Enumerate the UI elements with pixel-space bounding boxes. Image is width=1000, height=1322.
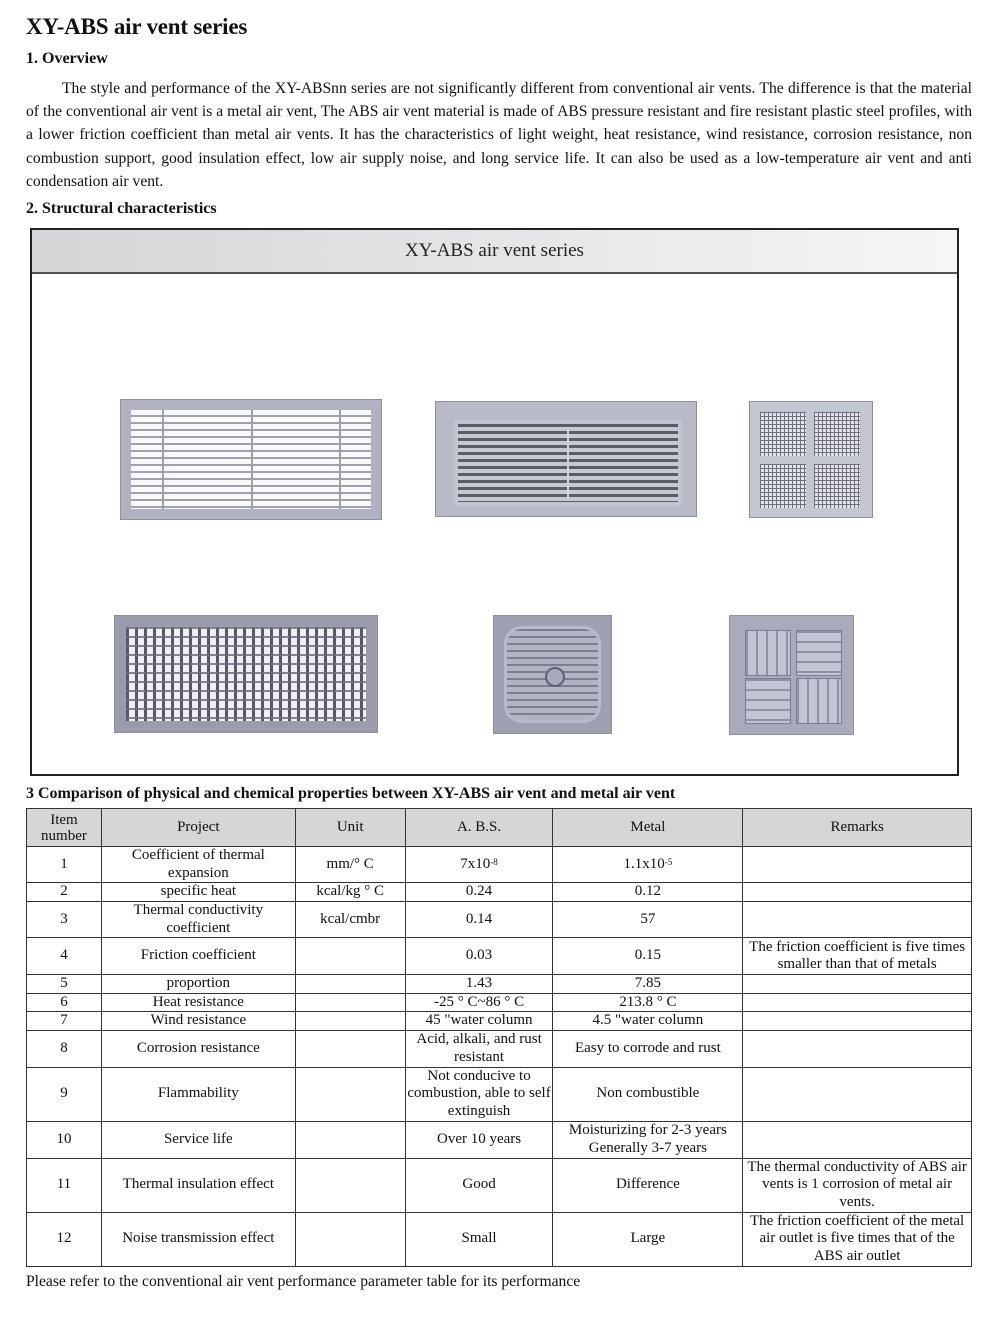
table-row (27, 1212, 972, 1266)
cell-metal: Easy to corrode and rust (553, 1030, 743, 1067)
table-row (27, 1012, 972, 1031)
table-row (27, 902, 972, 938)
cell-item: 8 (27, 1030, 102, 1067)
col-header-metal: Metal (553, 809, 743, 847)
cell-metal: Difference (553, 1158, 743, 1212)
cell-remarks: The friction coefficient is five times smaller than that of metals (743, 938, 972, 975)
cell-project: specific heat (101, 883, 295, 902)
cell-unit (295, 993, 405, 1012)
cell-remarks (743, 847, 972, 883)
hinged-return-grille-icon (435, 401, 697, 517)
cell-remarks: The friction coefficient of the metal air outlet is five times that of the ABS air outlet (743, 1212, 972, 1266)
cell-remarks (743, 902, 972, 938)
table-row (27, 975, 972, 994)
four-way-louver-diffuser-icon (729, 615, 854, 735)
table-row (27, 1158, 972, 1212)
cell-metal: 7.85 (553, 975, 743, 994)
product-image-grid (32, 274, 957, 776)
cell-metal: 4.5 "water column (553, 1012, 743, 1031)
cell-unit: kcal/cmbr (295, 902, 405, 938)
cell-item: 10 (27, 1121, 102, 1158)
cell-project: Corrosion resistance (101, 1030, 295, 1067)
cell-item: 4 (27, 938, 102, 975)
cell-unit (295, 938, 405, 975)
square-ceiling-diffuser-icon (493, 615, 612, 734)
cell-project: Noise transmission effect (101, 1212, 295, 1266)
cell-item: 5 (27, 975, 102, 994)
cell-unit (295, 1212, 405, 1266)
cell-metal: Non combustible (553, 1067, 743, 1121)
table-row (27, 1030, 972, 1067)
cell-project: proportion (101, 975, 295, 994)
cell-remarks (743, 975, 972, 994)
cell-metal: 0.15 (553, 938, 743, 975)
egg-crate-four-panel-grille-icon (749, 401, 873, 518)
footer-note: Please refer to the conventional air vent performance parameter table for its performance (26, 1273, 581, 1290)
overview-paragraph: The style and performance of the XY-ABSnn series are not significantly different from conventional air vents. The difference is that the material of the conventional air vent is a metal air vent, The ABS air vent material is made of ABS pressure resistant and fire resistant plastic steel profiles, with a lower friction coefficient than metal air vents. It has the characteristics of light weight, heat resistance, wind resistance, corrosion resistance, non combustion support, good insulation effect, low air supply noise, and long service life. It can also be used as a low-temperature air vent and anti condensation air vent. (26, 80, 972, 190)
cell-project: Thermal conductivity coefficient (101, 902, 295, 938)
col-header-project: Project (101, 809, 295, 847)
cell-project: Coefficient of thermal expansion (101, 847, 295, 883)
section-comparison-heading: 3 Comparison of physical and chemical properties between XY-ABS air vent and metal air vent (26, 785, 676, 802)
cell-metal: Large (553, 1212, 743, 1266)
cell-metal: 0.12 (553, 883, 743, 902)
cell-metal: 57 (553, 902, 743, 938)
cell-project: Service life (101, 1121, 295, 1158)
cell-project: Flammability (101, 1067, 295, 1121)
cell-item: 1 (27, 847, 102, 883)
properties-comparison-table (26, 808, 972, 1267)
cell-abs: $7x10^{-8}$ (405, 847, 553, 883)
section-overview-heading: 1. Overview (26, 50, 108, 67)
col-header-unit: Unit (295, 809, 405, 847)
cell-item: 9 (27, 1067, 102, 1121)
cell-unit (295, 1067, 405, 1121)
cell-remarks (743, 1121, 972, 1158)
linear-bar-grille-icon (120, 399, 382, 520)
section-structural-heading: 2. Structural characteristics (26, 200, 217, 217)
cell-unit (295, 1121, 405, 1158)
cell-abs: Small (405, 1212, 553, 1266)
cell-abs: Over 10 years (405, 1121, 553, 1158)
cell-abs: 0.03 (405, 938, 553, 975)
double-deflection-grille-icon (114, 615, 378, 733)
table-row (27, 993, 972, 1012)
cell-item: 6 (27, 993, 102, 1012)
cell-unit: kcal/kg ° C (295, 883, 405, 902)
cell-unit (295, 1012, 405, 1031)
cell-metal: $1.1x10^{-5}$ (553, 847, 743, 883)
cell-item: 3 (27, 902, 102, 938)
table-row (27, 1067, 972, 1121)
cell-unit (295, 1158, 405, 1212)
cell-item: 11 (27, 1158, 102, 1212)
table-header-row (27, 809, 972, 847)
product-figure-frame (30, 228, 959, 776)
cell-item: 2 (27, 883, 102, 902)
cell-metal: 213.8 ° C (553, 993, 743, 1012)
table-row (27, 847, 972, 883)
col-header-remarks: Remarks (743, 809, 972, 847)
cell-project: Thermal insulation effect (101, 1158, 295, 1212)
table-row (27, 938, 972, 975)
cell-abs: 1.43 (405, 975, 553, 994)
cell-project: Friction coefficient (101, 938, 295, 975)
cell-project: Wind resistance (101, 1012, 295, 1031)
cell-remarks: The thermal conductivity of ABS air vents is 1 corrosion of metal air vents. (743, 1158, 972, 1212)
cell-item: 7 (27, 1012, 102, 1031)
cell-remarks (743, 1030, 972, 1067)
cell-unit: mm/° C (295, 847, 405, 883)
cell-item: 12 (27, 1212, 102, 1266)
cell-abs: -25 ° C~86 ° C (405, 993, 553, 1012)
cell-metal: Moisturizing for 2-3 years Generally 3-7 years (553, 1121, 743, 1158)
cell-abs: 0.24 (405, 883, 553, 902)
cell-remarks (743, 1012, 972, 1031)
cell-abs: 0.14 (405, 902, 553, 938)
col-header-item-number: Item number (27, 809, 102, 847)
table-row (27, 1121, 972, 1158)
cell-project: Heat resistance (101, 993, 295, 1012)
cell-remarks (743, 993, 972, 1012)
figure-title: XY-ABS air vent series (32, 230, 957, 274)
cell-unit (295, 975, 405, 994)
col-header-abs: A. B.S. (405, 809, 553, 847)
cell-abs: Acid, alkali, and rust resistant (405, 1030, 553, 1067)
cell-abs: Good (405, 1158, 553, 1212)
cell-abs: Not conducive to combustion, able to self extinguish (405, 1067, 553, 1121)
table-row (27, 883, 972, 902)
document-title: XY-ABS air vent series (26, 14, 248, 39)
cell-unit (295, 1030, 405, 1067)
cell-remarks (743, 883, 972, 902)
cell-remarks (743, 1067, 972, 1121)
cell-abs: 45 "water column (405, 1012, 553, 1031)
